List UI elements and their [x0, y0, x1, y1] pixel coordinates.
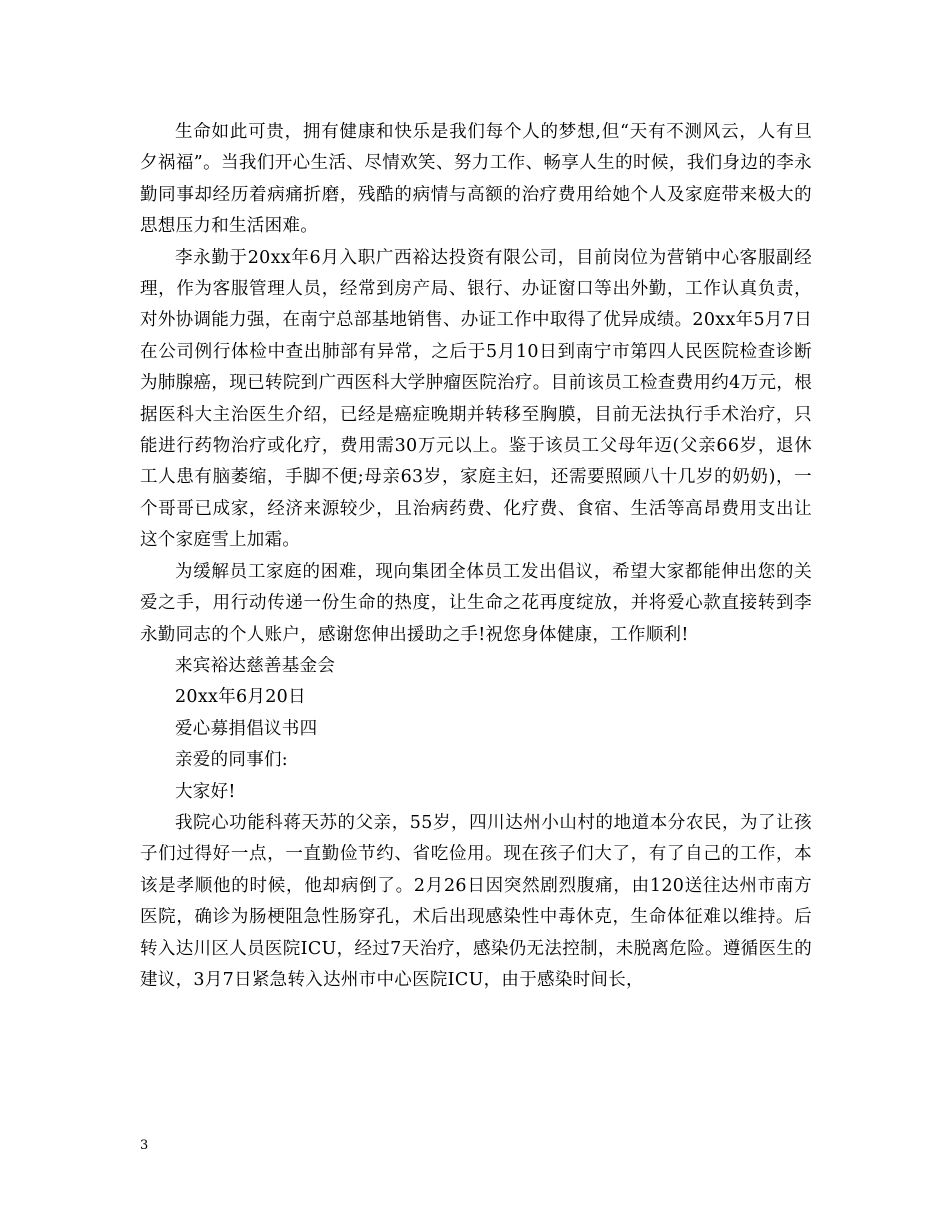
page-number: 3	[140, 1138, 149, 1153]
signature-organization: 来宾裕达慈善基金会	[175, 655, 336, 676]
section-title: 爱心募捐倡议书四	[175, 718, 318, 739]
salutation: 亲爱的同事们:	[175, 750, 288, 771]
paragraph-intro: 生命如此可贵，拥有健康和快乐是我们每个人的梦想,但“天有不测风云，人有旦夕祸福”。当我们开心生活、尽情欢笑、努力工作、畅享人生的时候，我们身边的李永勤同事却经历着病痛折磨，残酷的病情与高额的治疗费用给她个人及家庭带来极大的思想压力和生活困难。	[140, 122, 812, 237]
paragraph-appeal: 为缓解员工家庭的困难，现向集团全体员工发出倡议，希望大家都能伸出您的关爱之手，用行动传递一份生命的热度，让生命之花再度绽放，并将爱心款直接转到李永勤同志的个人账户，感谢您伸出援助之手!祝您身体健康，工作顺利!	[140, 561, 812, 645]
greeting: 大家好!	[175, 781, 236, 802]
paragraph-patient-story: 我院心功能科蒋天苏的父亲，55岁，四川达州小山村的地道本分农民，为了让孩子们过得好一点，一直勤俭节约、省吃俭用。现在孩子们大了，有了自己的工作，本该是孝顺他的时候，他却病倒了。2月26日因突然剧烈腹痛，由120送往达州市南方医院，确诊为肠梗阻急性肠穿孔，术后出现感染性中毒休克，生命体征难以维持。后转入达川区人员医院ICU，经过7天治疗，感染仍无法控制，未脱离危险。遵循医生的建议，3月7日紧急转入达州市中心医院ICU，由于感染时间长，	[140, 812, 812, 990]
paragraph-case-details: 李永勤于20xx年6月入职广西裕达投资有限公司，目前岗位为营销中心客服副经理，作为客服管理人员，经常到房产局、银行、办证窗口等出外勤，工作认真负责，对外协调能力强，在南宁总部基地销售、办证工作中取得了优异成绩。20xx年5月7日在公司例行体检中查出肺部有异常，之后于5月10日到南宁市第四人民医院检查诊断为肺腺癌，现已转院到广西医科大学肿瘤医院治疗。目前该员工检查费用约4万元，根据医科大主治医生介绍，已经是癌症晚期并转移至胸膜，目前无法执行手术治疗，只能进行药物治疗或化疗，费用需30万元以上。鉴于该员工父母年迈(父亲66岁，退休工人患有脑萎缩，手脚不便;母亲63岁，家庭主妇，还需要照顾八十几岁的奶奶)，一个哥哥已成家，经济来源较少，且治病药费、化疗费、食宿、生活等高昂费用支出让这个家庭雪上加霜。	[140, 247, 812, 551]
document-body	[140, 117, 812, 996]
signature-date: 20xx年6月20日	[175, 687, 306, 708]
